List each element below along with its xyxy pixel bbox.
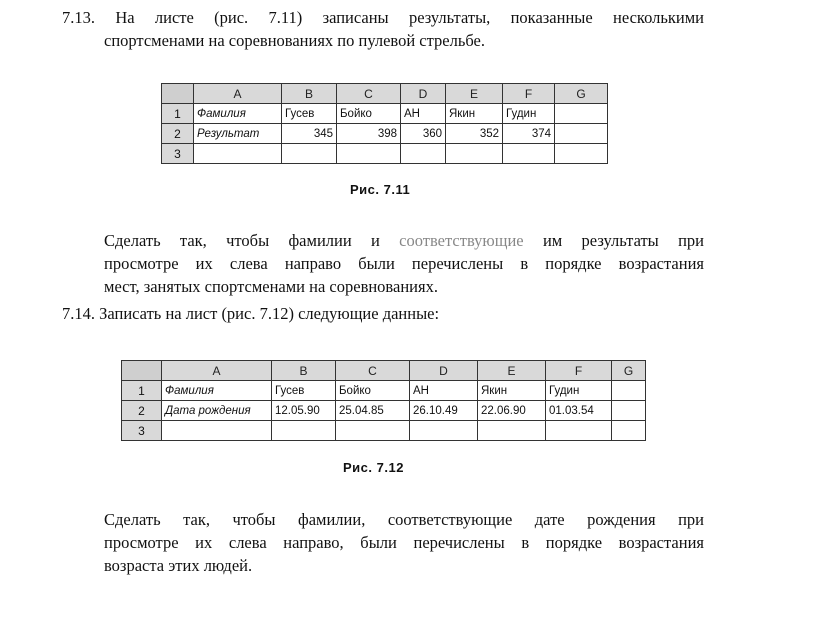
table-cell [503, 144, 555, 164]
row-header: 3 [122, 421, 162, 441]
column-header-row [162, 84, 608, 104]
column-header-b: B [272, 361, 336, 381]
task-7-13-line-1: 7.13. На листе (рис. 7.11) записаны результаты, показанные несколькими [62, 8, 704, 27]
row-label-cell: Фамилия [194, 104, 282, 124]
column-header-b: B [282, 84, 337, 104]
table-row [122, 381, 646, 401]
table-cell: 25.04.85 [336, 401, 410, 421]
table-cell [478, 421, 546, 441]
table-cell: 345 [282, 124, 337, 144]
table-cell [546, 421, 612, 441]
table-cell [555, 124, 608, 144]
instruction-2-line-1: Сделать так, чтобы фамилии, соответствующие дате рождения при [104, 510, 704, 529]
table-row [122, 421, 646, 441]
instruction-2-text [104, 508, 704, 577]
instruction-1-line-1 [104, 229, 704, 252]
spreadsheet-birthdates-table [121, 360, 646, 441]
table-row [162, 144, 608, 164]
table-cell [555, 144, 608, 164]
column-header-e: E [446, 84, 503, 104]
spreadsheet-results-table [161, 83, 608, 164]
instruction-1-line-1-start: Сделать так, чтобы фамилии и [104, 231, 400, 250]
row-label-cell [194, 144, 282, 164]
row-header: 1 [122, 381, 162, 401]
table-cell: 352 [446, 124, 503, 144]
table-cell: Якин [446, 104, 503, 124]
column-header-a: A [194, 84, 282, 104]
instruction-1-text [104, 229, 704, 298]
table-row [122, 401, 646, 421]
table-cell [612, 381, 646, 401]
table-cell: Гусев [282, 104, 337, 124]
table-cell: 360 [401, 124, 446, 144]
instruction-1-faded-word: соответствующие [399, 231, 524, 250]
table-cell: Якин [478, 381, 546, 401]
column-header-a: A [162, 361, 272, 381]
table-cell [555, 104, 608, 124]
corner-cell [122, 361, 162, 381]
table-cell [612, 401, 646, 421]
table-cell [337, 144, 401, 164]
row-header: 2 [162, 124, 194, 144]
table-cell: Гудин [503, 104, 555, 124]
table-cell: Гусев [272, 381, 336, 401]
column-header-g: G [612, 361, 646, 381]
task-7-13-line-2: спортсменами на соревнованиях по пулевой стрельбе. [104, 31, 485, 50]
table-cell: 374 [503, 124, 555, 144]
table-row [162, 104, 608, 124]
instruction-2-line-2: просмотре их слева направо, были перечислены в порядке возрастания [104, 533, 704, 552]
task-7-13-text [62, 6, 704, 52]
corner-cell [162, 84, 194, 104]
table-cell: 12.05.90 [272, 401, 336, 421]
column-header-c: C [336, 361, 410, 381]
instruction-1-line-3: мест, занятых спортсменами на соревнованиях. [104, 277, 438, 296]
row-label-cell: Результат [194, 124, 282, 144]
table-cell: 01.03.54 [546, 401, 612, 421]
task-7-14-text [62, 302, 704, 325]
table-cell: 22.06.90 [478, 401, 546, 421]
column-header-d: D [410, 361, 478, 381]
column-header-f: F [503, 84, 555, 104]
figure-caption-7-12: Рис. 7.12 [343, 460, 404, 475]
table-cell: 398 [337, 124, 401, 144]
column-header-c: C [337, 84, 401, 104]
column-header-f: F [546, 361, 612, 381]
table-row [162, 124, 608, 144]
row-header: 1 [162, 104, 194, 124]
row-header: 3 [162, 144, 194, 164]
row-label-cell [162, 421, 272, 441]
row-label-cell: Фамилия [162, 381, 272, 401]
column-header-g: G [555, 84, 608, 104]
column-header-e: E [478, 361, 546, 381]
table-cell [612, 421, 646, 441]
table-cell: Бойко [337, 104, 401, 124]
table-cell: Бойко [336, 381, 410, 401]
table-cell [410, 421, 478, 441]
column-header-row [122, 361, 646, 381]
row-header: 2 [122, 401, 162, 421]
table-cell [336, 421, 410, 441]
task-7-14-line: 7.14. Записать на лист (рис. 7.12) следующие данные: [62, 304, 440, 323]
table-cell [272, 421, 336, 441]
table-cell: АН [410, 381, 478, 401]
instruction-1-line-1-end: им результаты при [523, 231, 705, 250]
figure-caption-7-11: Рис. 7.11 [350, 182, 411, 197]
row-label-cell: Дата рождения [162, 401, 272, 421]
table-cell: АН [401, 104, 446, 124]
table-cell [446, 144, 503, 164]
table-cell [282, 144, 337, 164]
column-header-d: D [401, 84, 446, 104]
table-cell: 26.10.49 [410, 401, 478, 421]
table-cell [401, 144, 446, 164]
table-cell: Гудин [546, 381, 612, 401]
instruction-2-line-3: возраста этих людей. [104, 556, 253, 575]
instruction-1-line-2: просмотре их слева направо были перечислены в порядке возрастания [104, 254, 704, 273]
